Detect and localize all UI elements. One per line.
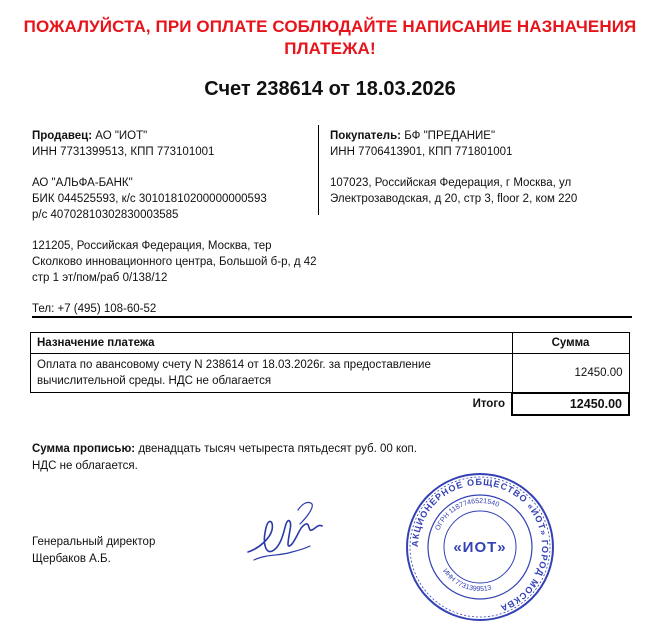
amount-in-words bbox=[32, 441, 417, 475]
seller-name: АО "ИОТ" bbox=[95, 130, 148, 142]
table-row bbox=[31, 354, 630, 393]
section-divider bbox=[32, 316, 632, 318]
vat-note: НДС не облагается. bbox=[32, 460, 138, 472]
total-row bbox=[31, 393, 630, 415]
director-block bbox=[32, 534, 155, 568]
seller-phone: Тел: +7 (495) 108-60-52 bbox=[32, 303, 157, 315]
buyer-address-line-1: 107023, Российская Федерация, г Москва, ул bbox=[330, 177, 572, 189]
seller-account: р/с 40702810302830003585 bbox=[32, 209, 179, 221]
seller-label: Продавец: bbox=[32, 130, 93, 142]
warning-line-1: ПОЖАЛУЙСТА, ПРИ ОПЛАТЕ СОБЛЮДАЙТЕ НАПИСАНИЕ НАЗНАЧЕНИЯ bbox=[23, 17, 637, 36]
table-header-row bbox=[31, 333, 630, 354]
seller-inn-kpp: ИНН 7731399513, КПП 773101001 bbox=[32, 146, 215, 158]
director-position: Генеральный директор bbox=[32, 536, 156, 548]
seller-address-line-1: 121205, Российская Федерация, Москва, тер bbox=[32, 240, 272, 252]
invoice-title: Счет 238614 от 18.03.2026 bbox=[204, 78, 456, 100]
payment-description-line-1: Оплата по авансовому счету N 238614 от 18.03.2026г. за предоставление bbox=[37, 359, 431, 371]
amount-words-label: Сумма прописью: bbox=[32, 443, 136, 455]
column-header-sum: Сумма bbox=[512, 333, 629, 354]
company-stamp bbox=[400, 470, 560, 625]
warning-line-2: ПЛАТЕЖА! bbox=[284, 39, 376, 58]
column-header-purpose: Назначение платежа bbox=[31, 333, 513, 354]
payment-description-line-2: вычислительной среды. НДС не облагается bbox=[37, 375, 272, 387]
seller-address-line-2: Сколково инновационного центра, Большой б-р, д 42 bbox=[32, 256, 317, 268]
seller-bank: АО "АЛЬФА-БАНК" bbox=[32, 177, 133, 189]
payment-amount: 12450.00 bbox=[512, 354, 629, 393]
svg-text:ОГРН 1187746521540 bbox=[434, 498, 500, 532]
payment-warning bbox=[20, 16, 640, 60]
stamp-center: «ИОТ» bbox=[453, 539, 507, 556]
seller-bik: БИК 044525593, к/с 30101810200000000593 bbox=[32, 193, 267, 205]
total-label: Итого bbox=[472, 397, 505, 410]
buyer-name: БФ "ПРЕДАНИЕ" bbox=[404, 130, 496, 142]
director-name: Щербаков А.Б. bbox=[32, 553, 111, 565]
stamp-ogrn: ОГРН 1187746521540 bbox=[434, 497, 501, 532]
buyer-inn-kpp: ИНН 7706413901, КПП 771801001 bbox=[330, 146, 513, 158]
payment-description bbox=[31, 354, 513, 393]
buyer-block bbox=[330, 128, 630, 222]
total-value: 12450.00 bbox=[512, 393, 629, 415]
stamp-outer-text: АКЦИОНЕРНОЕ ОБЩЕСТВО «ИОТ» ГОРОД МОСКВА bbox=[409, 476, 551, 614]
amount-words-text: двенадцать тысяч четыреста пятьдесят руб. 00 коп. bbox=[138, 443, 417, 455]
buyer-label: Покупатель: bbox=[330, 130, 402, 142]
stamp-inn: ИНН 7731399513 bbox=[441, 567, 493, 594]
buyer-address-line-2: Электрозаводская, д 20, стр 3, floor 2, ком 220 bbox=[330, 193, 578, 205]
seller-block bbox=[32, 128, 332, 332]
payment-table bbox=[30, 332, 630, 416]
column-divider bbox=[318, 125, 319, 215]
seller-address-line-3: стр 1 эт/пом/раб 0/138/12 bbox=[32, 272, 168, 284]
director-signature bbox=[240, 490, 340, 580]
